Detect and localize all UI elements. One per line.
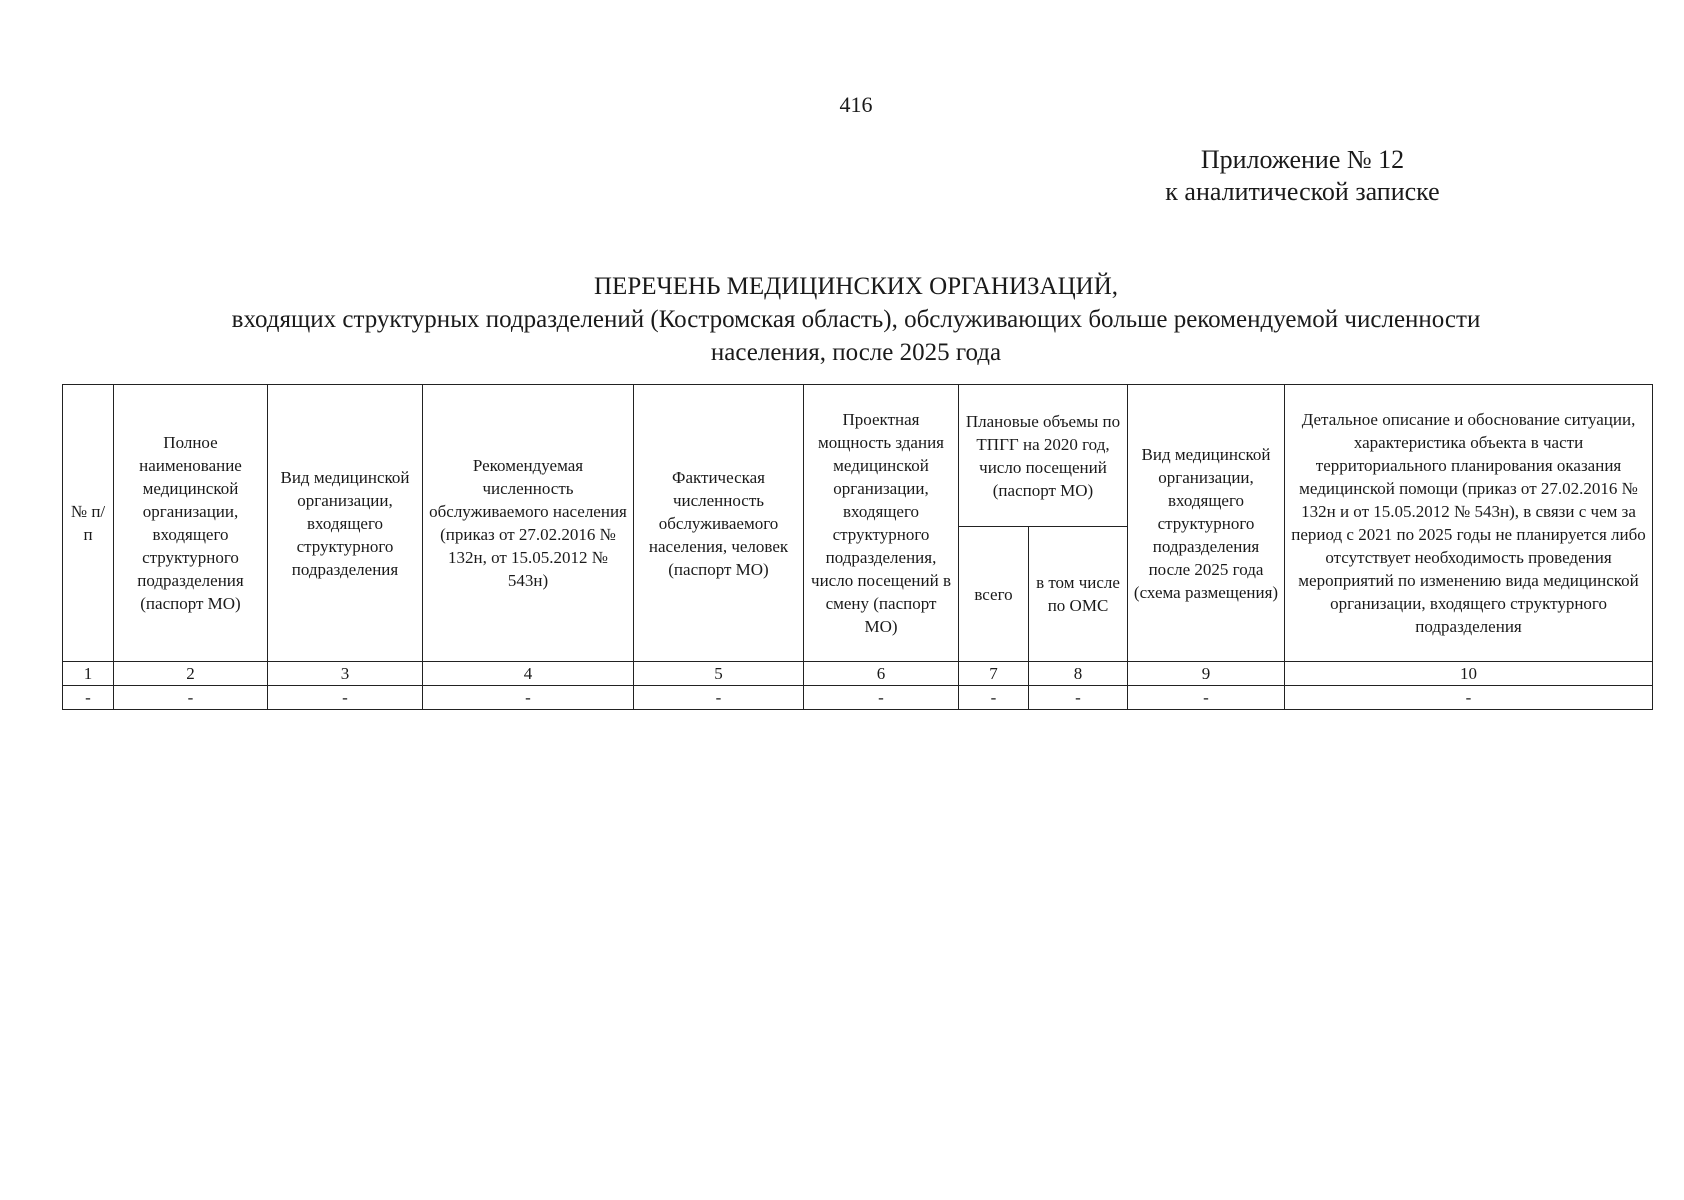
appendix-note (1140, 144, 1465, 208)
title-line-2: входящих структурных подразделений (Костромская область), обслуживающих больше рекомендуемой численности (231, 306, 1481, 333)
header-number: № п/п (63, 385, 114, 662)
column-number: 6 (804, 662, 959, 686)
header-full-name: Полное наименование медицинской организации, входящего структурного подразделения (паспорт МО) (114, 385, 268, 662)
header-actual-population: Фактическая численность обслуживаемого населения, человек (паспорт МО) (634, 385, 804, 662)
column-number: 9 (1128, 662, 1285, 686)
table-cell: - (1029, 686, 1128, 710)
table-cell: - (959, 686, 1029, 710)
header-total: всего (959, 527, 1029, 662)
page-number: 416 (839, 92, 873, 117)
table-cell: - (423, 686, 634, 710)
appendix-title: Приложение № 12 (1200, 145, 1405, 174)
title-line-3: населения, после 2025 года (710, 339, 1002, 366)
document-title (0, 270, 1684, 369)
table-cell: - (114, 686, 268, 710)
column-number: 2 (114, 662, 268, 686)
table-cell: - (1285, 686, 1653, 710)
header-org-type: Вид медицинской организации, входящего структурного подразделения (268, 385, 423, 662)
header-detailed-description: Детальное описание и обоснование ситуации, характеристика объекта в части территориального планирования оказания медицинской помощи (приказ от 27.02.2016 № 132н и от 15.05.2012 № 543н), в связи с чем за период с 2021 по 2025 годы не планируется либо отсутствует необходимость проведения мероприятий по изменению вида медицинской организации, входящего структурного подразделения (1285, 385, 1653, 662)
table-cell: - (804, 686, 959, 710)
title-line-1: ПЕРЕЧЕНЬ МЕДИЦИНСКИХ ОРГАНИЗАЦИЙ, (594, 273, 1118, 300)
column-number: 1 (63, 662, 114, 686)
organizations-table (62, 384, 1653, 710)
header-planned-volumes: Плановые объемы по ТПГГ на 2020 год, число посещений (паспорт МО) (959, 385, 1128, 527)
header-recommended-population: Рекомендуемая численность обслуживаемого населения (приказ от 27.02.2016 № 132н, от 15.05.2012 № 543н) (423, 385, 634, 662)
table-cell: - (634, 686, 804, 710)
appendix-subtitle: к аналитической записке (1165, 177, 1440, 206)
table-header-row (63, 385, 1653, 527)
table-row (63, 686, 1653, 710)
column-number-row (63, 662, 1653, 686)
table-cell: - (1128, 686, 1285, 710)
table-cell: - (63, 686, 114, 710)
header-oms: в том числе по ОМС (1029, 527, 1128, 662)
column-number: 5 (634, 662, 804, 686)
column-number: 10 (1285, 662, 1653, 686)
table-cell: - (268, 686, 423, 710)
column-number: 3 (268, 662, 423, 686)
header-design-capacity: Проектная мощность здания медицинской организации, входящего структурного подразделения, число посещений в смену (паспорт МО) (804, 385, 959, 662)
column-number: 7 (959, 662, 1029, 686)
column-number: 8 (1029, 662, 1128, 686)
column-number: 4 (423, 662, 634, 686)
header-org-type-after-2025: Вид медицинской организации, входящего структурного подразделения после 2025 года (схема размещения) (1128, 385, 1285, 662)
